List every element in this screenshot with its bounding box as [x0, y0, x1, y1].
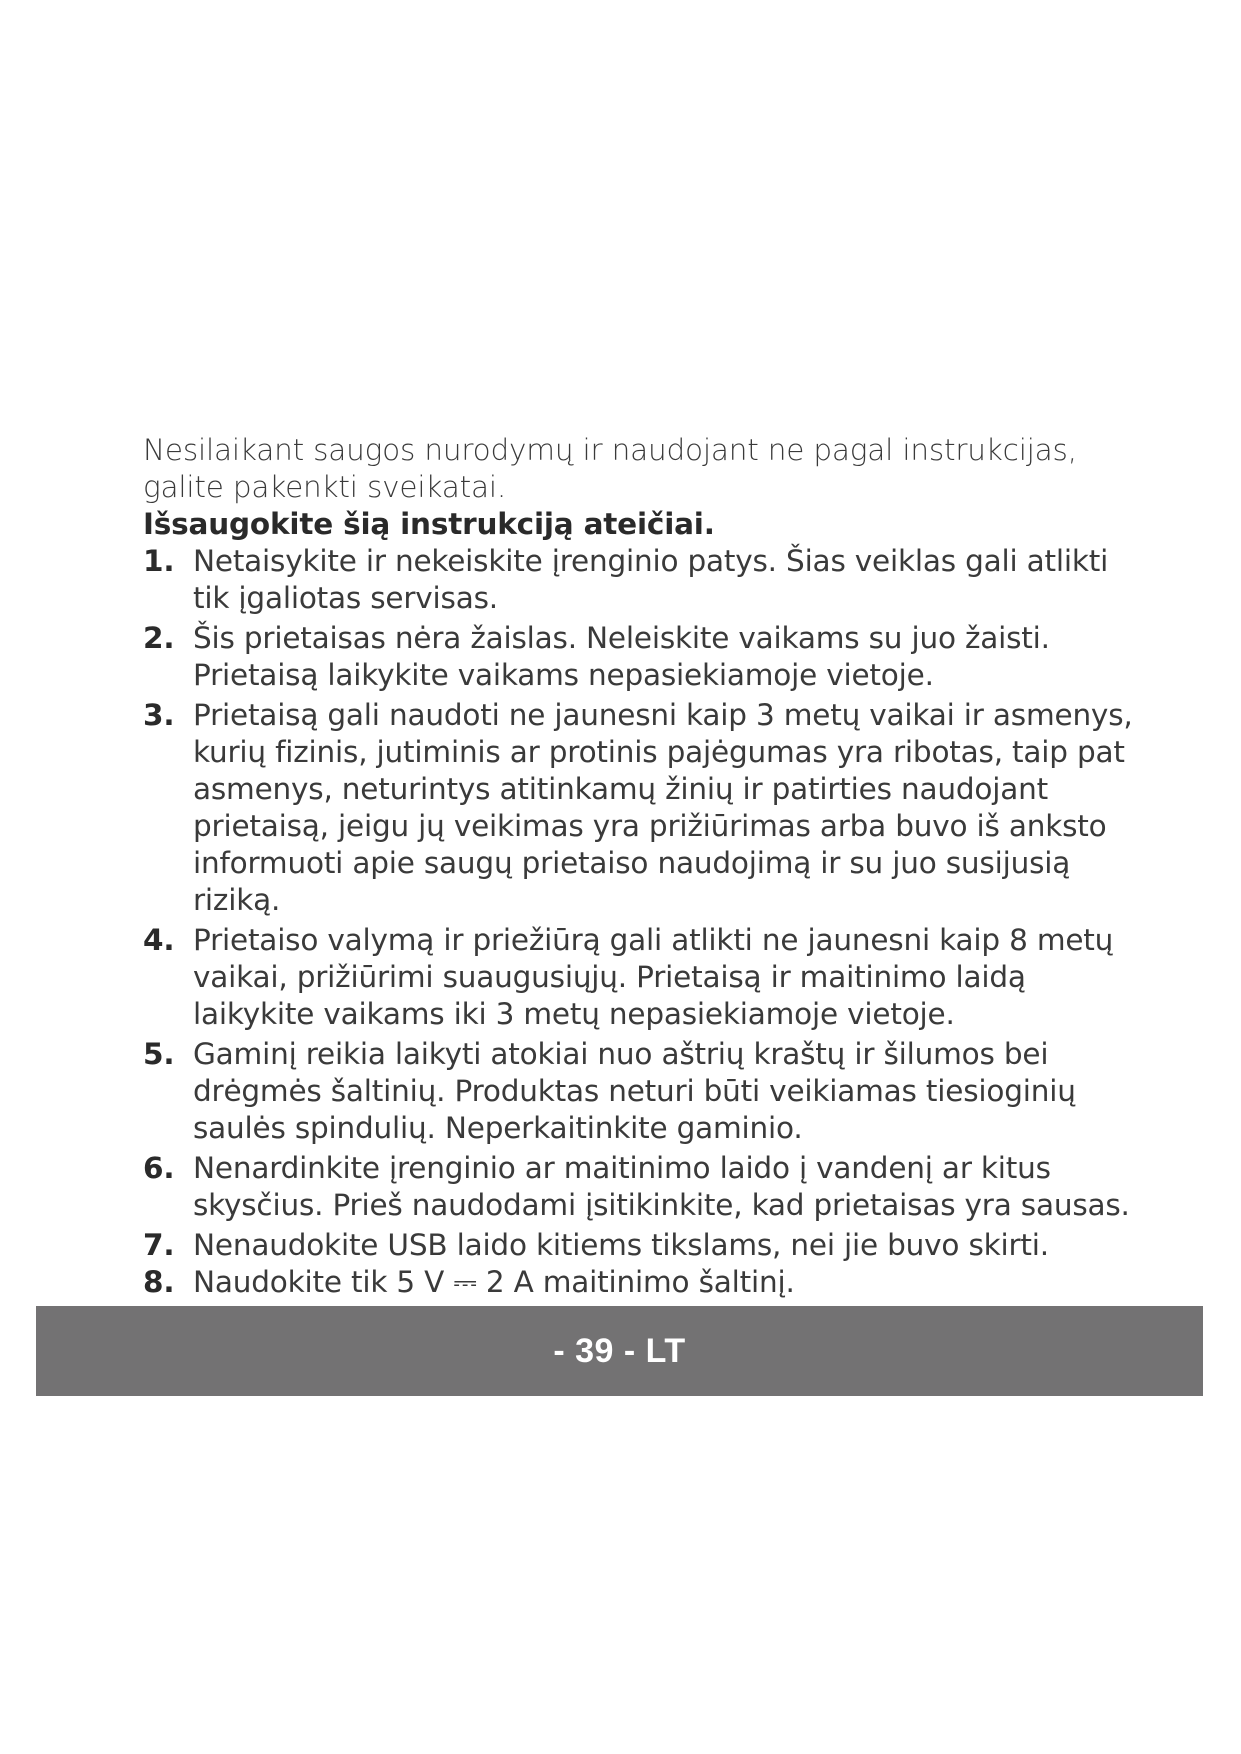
- item-text: Naudokite tik 5 V ⎓ 2 A maitinimo šaltinį.: [193, 1265, 795, 1299]
- list-item: [143, 543, 1153, 617]
- keep-instructions-note: Išsaugokite šią instrukciją ateičiai.: [143, 507, 715, 541]
- item-text: Prietaisą gali naudoti ne jaunesni kaip 3 metų vaikai ir asmenys, kurių fizinis, jutiminis ar protinis pajėgumas yra ribotas, taip pat asmenys, neturintys atitinkamų žinių ir patirties naudojant prietaisą, jeigu jų veikimas yra prižiūrimas arba buvo iš anksto informuoti apie saugų prietaiso naudojimą ir su juo susijusią riziką.: [193, 698, 1133, 917]
- safety-rules-list: [143, 543, 1153, 1301]
- item-number: 3.: [143, 698, 175, 732]
- item-number: 5.: [143, 1037, 175, 1071]
- item-number: 2.: [143, 621, 175, 655]
- item-text: Šis prietaisas nėra žaislas. Neleiskite vaikams su juo žaisti. Prietaisą laikykite vaikams nepasiekiamoje vietoje.: [193, 621, 1050, 692]
- item-number: 4.: [143, 923, 175, 957]
- list-item: [143, 1264, 1153, 1301]
- page-number: - 39 - LT: [553, 1331, 686, 1370]
- item-text: Prietaiso valymą ir priežiūrą gali atlikti ne jaunesni kaip 8 metų vaikai, prižiūrimi suaugusiųjų. Prietaisą ir maitinimo laidą laikykite vaikams iki 3 metų nepasiekiamoje vietoje.: [193, 923, 1114, 1031]
- list-item: [143, 620, 1153, 694]
- list-item: [143, 1227, 1153, 1264]
- list-item: [143, 1150, 1153, 1224]
- item-text: Gaminį reikia laikyti atokiai nuo aštrių kraštų ir šilumos bei drėgmės šaltinių. Produktas neturi būti veikiamas tiesioginių saulės spindulių. Neperkaitinkite gaminio.: [193, 1037, 1076, 1145]
- intro-paragraph: Nesilaikant saugos nurodymų ir naudojant ne pagal instrukcijas, galite pakenkti sveikatai.: [143, 433, 1077, 504]
- item-text: Netaisykite ir nekeiskite įrenginio patys. Šias veiklas gali atlikti tik įgaliotas servisas.: [193, 544, 1109, 615]
- item-text: Nenaudokite USB laido kitiems tikslams, nei jie buvo skirti.: [193, 1228, 1049, 1262]
- item-number: 8.: [143, 1265, 175, 1299]
- list-item: [143, 697, 1153, 919]
- item-number: 6.: [143, 1151, 175, 1185]
- item-text: Nenardinkite įrenginio ar maitinimo laido į vandenį ar kitus skysčius. Prieš naudodami įsitikinkite, kad prietaisas yra sausas.: [193, 1151, 1130, 1222]
- list-item: [143, 922, 1153, 1033]
- item-number: 7.: [143, 1228, 175, 1262]
- list-item: [143, 1036, 1153, 1147]
- safety-instructions: [143, 432, 1153, 1301]
- item-number: 1.: [143, 544, 175, 578]
- page-footer: [36, 1306, 1203, 1396]
